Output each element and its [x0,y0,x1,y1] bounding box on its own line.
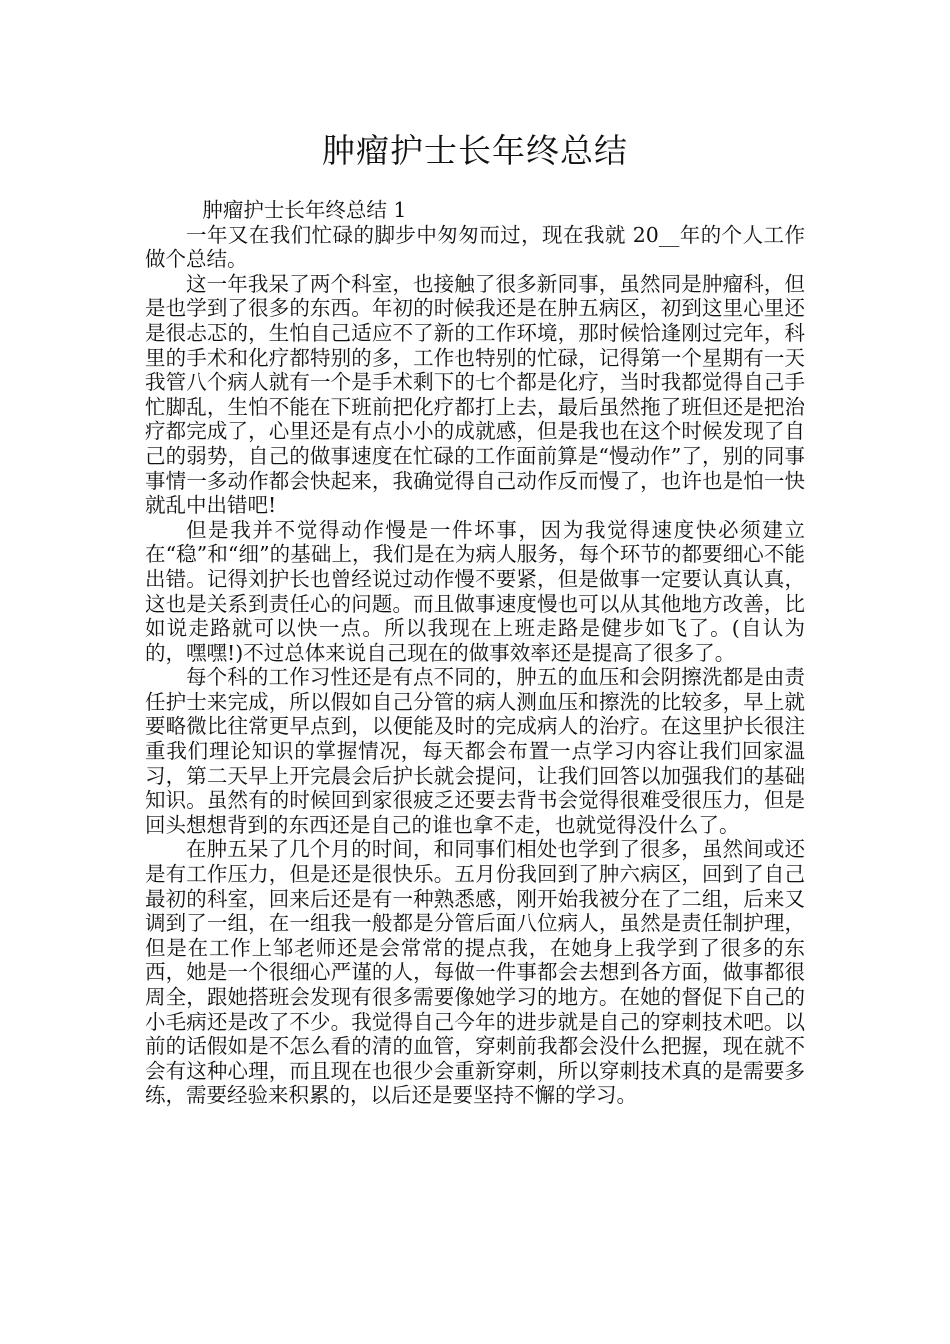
paragraph: 在肿五呆了几个月的时间，和同事们相处也学到了很多，虽然间或还是有工作压力，但是还是很快乐。五月份我回到了肿六病区，回到了自己最初的科室，回来后还是有一种熟悉感，刚开始我被分在了二组，后来又调到了一组，在一组我一般都是分管后面八位病人，虽然是责任制护理，但是在工作上邹老师还是会常常的提点我，在她身上我学到了很多的东西，她是一个很细心严谨的人，每做一件事都会去想到各方面，做事都很周全，跟她搭班会发现有很多需要像她学习的地方。在她的督促下自己的小毛病还是改了不少。我觉得自己今年的进步就是自己的穿刺技术吧。以前的话假如是不怎么看的清的血管，穿刺前我都会没什么把握，现在就不会有这种心理，而且现在也很少会重新穿刺，所以穿刺技术真的是需要多练，需要经验来积累的，以后还是要坚持不懈的学习。 [145,837,805,1108]
section-heading: 肿瘤护士长年终总结 1 [202,198,407,222]
paragraph: 这一年我呆了两个科室，也接触了很多新同事，虽然同是肿瘤科，但是也学到了很多的东西。年初的时候我还是在肿五病区，初到这里心里还是很忐忑的，生怕自己适应不了新的工作环境，那时候恰逢刚过完年，科里的手术和化疗都特别的多，工作也特别的忙碌，记得第一个星期有一天我管八个病人就有一个是手术剩下的七个都是化疗，当时我都觉得自己手忙脚乱，生怕不能在下班前把化疗都打上去，最后虽然拖了班但还是把治疗都完成了，心里还是有点小小的成就感，但是我也在这个时候发现了自己的弱势，自己的做事速度在忙碌的工作面前算是“慢动作”了，别的同事事情一多动作都会快起来，我确觉得自己动作反而慢了，也许也是怕一快就乱中出错吧! [145,271,805,518]
document-title: 肿瘤护士长年终总结 [322,131,628,170]
document-body [145,198,805,1108]
paragraph: 一年又在我们忙碌的脚步中匆匆而过，现在我就 20__年的个人工作做个总结。 [145,222,805,272]
paragraph: 但是我并不觉得动作慢是一件坏事，因为我觉得速度快必须建立在“稳”和“细”的基础上，我们是在为病人服务，每个环节的都要细心不能出错。记得刘护长也曾经说过动作慢不要紧，但是做事一定要认真认真，这也是关系到责任心的问题。而且做事速度慢也可以从其他地方改善，比如说走路就可以快一点。所以我现在上班走路是健步如飞了。(自认为的，嘿嘿!)不过总体来说自己现在的做事效率还是提高了很多了。 [145,517,805,665]
paragraph: 每个科的工作习性还是有点不同的，肿五的血压和会阴擦洗都是由责任护士来完成，所以假如自己分管的病人测血压和擦洗的比较多，早上就要略微比往常更早点到，以便能及时的完成病人的治疗。在这里护长很注重我们理论知识的掌握情况，每天都会布置一点学习内容让我们回家温习，第二天早上开完晨会后护长就会提问，让我们回答以加强我们的基础知识。虽然有的时候回到家很疲乏还要去背书会觉得很难受很压力，但是回头想想背到的东西还是自己的谁也拿不走，也就觉得没什么了。 [145,665,805,837]
